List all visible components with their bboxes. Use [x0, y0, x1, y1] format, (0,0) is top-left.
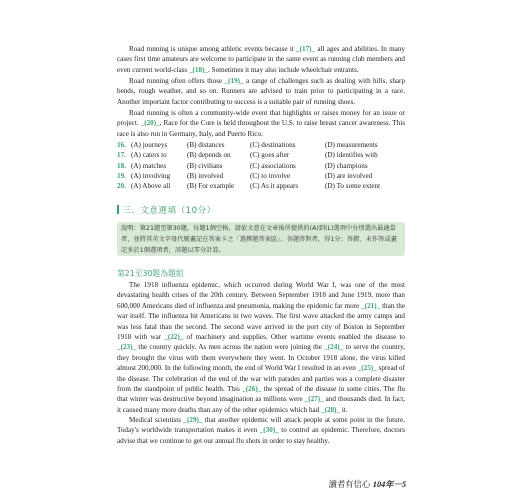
question-number: 18. — [117, 161, 126, 170]
paragraph-text: to control an epidemic. Therefore, doctors advise that we continue to get our annual flu shots in order to stay healthy. — [117, 426, 405, 445]
paragraph-text: and thousands died. In fact, it caused many more deaths than any of the other epidemics which had — [117, 395, 406, 414]
option-d: (D) champions — [325, 161, 368, 170]
option-a: (A) journeys — [131, 141, 168, 149]
paragraph-text: the country quickly. As men across the nation were joining the — [136, 343, 325, 352]
option-b: (B) civilians — [187, 161, 223, 170]
paragraph-text: all ages and abilities. In many cases first time amateurs are welcome to participate in the same event as running club members and even current world-class — [117, 45, 405, 74]
paragraph-text: Road running is often a community-wide event that highlights or raises money for an issue or project. — [117, 109, 405, 128]
option-a: (A) Above all — [131, 182, 171, 191]
paragraph-text: that another epidemic will attack people at some point in the future. Today's worldwide transportation makes it even — [117, 416, 405, 435]
paragraph-text: spread of the disease. The celebration of the end of the war with parades and parties was a complete disaster from the standpoint of public health. This — [117, 364, 406, 394]
option-b: (B) depends on — [187, 151, 231, 160]
paragraph-text: of machinery and supplies. Other wartime events enabled the disease to — [183, 333, 405, 342]
option-a: (A) matches — [131, 161, 167, 170]
blank-number: _(26)_ — [242, 385, 262, 394]
option-b: (B) involved — [187, 171, 224, 180]
passage1-paragraph — [117, 76, 405, 107]
option-row — [117, 162, 380, 172]
blank-number: _(19)_ — [224, 77, 244, 85]
option-row — [117, 141, 380, 151]
option-c: (C) goes after — [250, 151, 290, 160]
section-title-text: 三、文意選填（10分） — [122, 206, 216, 216]
option-a: (A) involving — [131, 171, 171, 180]
option-row — [117, 172, 380, 182]
option-d: (D) measurements — [325, 141, 378, 149]
paragraph-text: the spread of the disease in some cities. The flu that winter was destructive beyond imagination as millions were — [117, 385, 405, 404]
option-d: (D) are involved — [325, 171, 373, 180]
page-footer — [329, 478, 406, 490]
section-bar — [117, 205, 119, 214]
footer-brand: 讀者有信心 — [328, 479, 371, 489]
passage1-paragraph — [117, 44, 405, 75]
question-number: 17. — [117, 151, 126, 160]
blank-number: _(20)_ — [140, 119, 160, 128]
question-group-title: 第21至30題為題組 — [117, 269, 184, 278]
option-d: (D) identifies with — [325, 151, 378, 160]
paragraph-text: it. — [340, 405, 348, 414]
blank-number: _(27)_ — [304, 395, 324, 404]
paragraph-text: Road running is unique among athletic events because it — [129, 45, 297, 53]
option-b: (B) For example — [187, 182, 235, 191]
option-c: (C) associations — [250, 161, 296, 170]
passage2-paragraph — [117, 415, 405, 446]
option-row — [117, 151, 380, 161]
options-table — [117, 141, 380, 192]
option-a: (A) caters to — [131, 151, 167, 160]
option-c: (C) destinations — [250, 141, 296, 149]
option-b: (B) distances — [187, 141, 225, 149]
paragraph-text: , Race for the Cure is held throughout the U.S. to raise breast cancer awareness. This race is also run in Germany, Italy, and Puerto Rico. — [117, 119, 405, 138]
blank-number: _(23)_ — [117, 343, 137, 352]
question-number: 16. — [117, 141, 126, 149]
option-c: (C) to involve — [250, 171, 291, 180]
blank-number: _(29)_ — [183, 416, 203, 424]
paragraph-text: Medical scientists — [129, 416, 184, 424]
passage1-paragraph — [117, 108, 405, 139]
paragraph-text: . Sometimes it may also include wheelchair entrants. — [208, 65, 359, 74]
passage2-paragraph — [117, 280, 405, 415]
paragraph-text: a range of challenges such as dealing with hills, sharp bends, rough weather, and so on. Runners are advised to train prior to participating in a race. Another important factor contributing to success is a suitable pair of running shoes. — [117, 77, 406, 106]
blank-number: _(28)_ — [321, 405, 341, 414]
question-number: 20. — [117, 182, 126, 191]
option-row — [117, 182, 380, 192]
option-c: (C) As it appears — [250, 182, 299, 191]
question-number: 19. — [117, 171, 126, 180]
paragraph-text: than the war itself. The influenza hit Americans in two waves. The first wave attacked the army camps and was less fatal than the second. The second wave arrived in the port city of Boston in September 1918 with war — [117, 301, 405, 342]
footer-page-number: 104年－5 — [372, 480, 406, 489]
paragraph-text: Road running often offers those — [129, 77, 225, 85]
blank-number: _(18)_ — [188, 65, 209, 74]
paragraph-text: to serve the country, they brought the virus with them everywhere they went. In October 1918 alone, the virus killed almost 200,000. In the following month, the end of World War I resulted in an even — [117, 343, 405, 373]
paragraph-text: The 1918 influenza epidemic, which occurred during World War I, was one of the most devastating health crises of the 20th century. Between September 1918 and June 1919, more than 600,000 Americans died of influenza and pneumonia, making the epidemic far more — [117, 281, 405, 310]
blank-number: _(21)_ — [361, 301, 381, 310]
instructions-box: 說明：第21題至第30題，每題1個空格，請依文意在文章後所提供的(A)到(L)選項中分別選出最適當者，並將其英文字母代號畫記在答案卡之「選擇題答案區」。各題答對者，得1分；答錯、未作答或畫記多於1個選項者，該題以零分計算。 — [117, 222, 405, 256]
blank-number: _(30)_ — [259, 426, 279, 435]
blank-number: _(17)_ — [296, 45, 316, 53]
blank-number: _(22)_ — [164, 333, 184, 342]
blank-number: _(25)_ — [357, 364, 377, 373]
option-d: (D) To some extent — [325, 182, 381, 191]
section-title — [117, 204, 216, 216]
blank-number: _(24)_ — [324, 343, 344, 352]
